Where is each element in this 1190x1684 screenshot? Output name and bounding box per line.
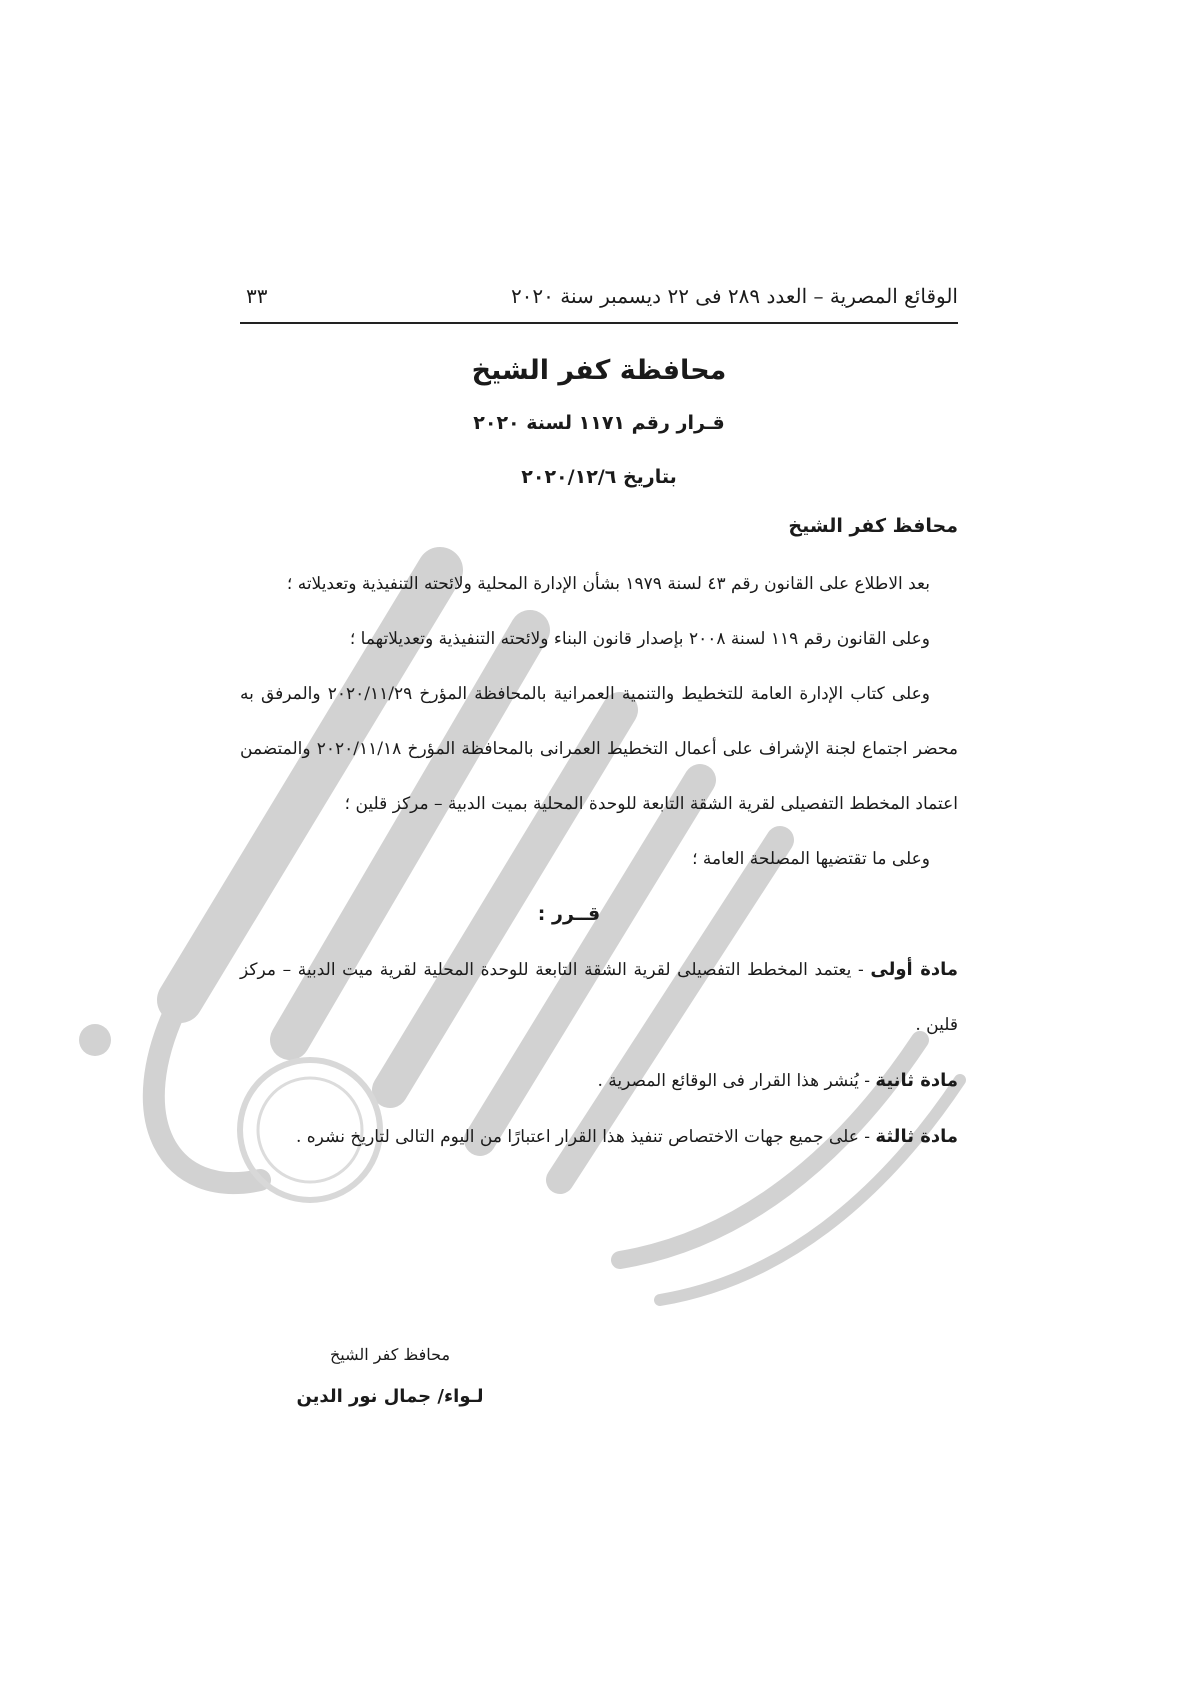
article-label: مادة أولى <box>870 959 958 980</box>
article <box>240 1053 958 1109</box>
decree-number: قـرار رقم ١١٧١ لسنة ٢٠٢٠ <box>473 412 725 434</box>
page-number: ٣٣ <box>246 284 268 308</box>
preamble-text: وعلى كتاب الإدارة العامة للتخطيط والتنمية العمرانية بالمحافظة المؤرخ ٢٠٢٠/١١/٢٩ والمرفق به محضر اجتماع لجنة الإشراف على أعمال التخطيط العمرانى بالمحافظة المؤرخ ٢٠٢٠/١١/١٨ والمتضمن اعتماد المخطط التفصيلى لقرية الشقة التابعة للوحدة المحلية بميت الدبية – مركز قلين ؛ <box>240 684 958 814</box>
decree-body <box>240 515 958 1165</box>
decree-date: بتاريخ ٢٠٢٠/١٢/٦ <box>521 466 677 488</box>
signature-block <box>240 1345 540 1407</box>
signature-name: لـواء/ جمال نور الدين <box>296 1386 484 1407</box>
issue-line: الوقائع المصرية – العدد ٢٨٩ فى ٢٢ ديسمبر سنة ٢٠٢٠ <box>510 284 958 308</box>
preamble-paragraph <box>240 612 958 667</box>
page-header <box>240 270 958 324</box>
article <box>240 1109 958 1165</box>
preamble-paragraph <box>240 557 958 612</box>
article-text: - على جميع جهات الاختصاص تنفيذ هذا القرار اعتبارًا من اليوم التالى لتاريخ نشره . <box>295 1127 871 1147</box>
article-label: مادة ثالثة <box>875 1126 958 1147</box>
preamble-text: وعلى ما تقتضيها المصلحة العامة ؛ <box>692 849 930 869</box>
governor-heading: محافظ كفر الشيخ <box>788 515 958 537</box>
governorate-title: محافظة كفر الشيخ <box>471 355 727 386</box>
article <box>240 942 958 1053</box>
article-text: - يعتمد المخطط التفصيلى لقرية الشقة التابعة للوحدة المحلية لقرية ميت الدبية – مركز قلين . <box>240 960 958 1035</box>
signature-title: محافظ كفر الشيخ <box>329 1345 451 1364</box>
preamble-text: بعد الاطلاع على القانون رقم ٤٣ لسنة ١٩٧٩ بشأن الإدارة المحلية ولائحته التنفيذية وتعديلاته ؛ <box>286 574 930 594</box>
article-label: مادة ثانية <box>875 1070 958 1091</box>
preamble-paragraph <box>240 832 958 887</box>
preamble-text: وعلى القانون رقم ١١٩ لسنة ٢٠٠٨ بإصدار قانون البناء ولائحته التنفيذية وتعديلاتهما ؛ <box>349 629 930 649</box>
article-text: - يُنشر هذا القرار فى الوقائع المصرية . <box>597 1071 871 1091</box>
preamble-paragraph <box>240 667 958 832</box>
decided-heading: قــرر : <box>537 903 601 925</box>
